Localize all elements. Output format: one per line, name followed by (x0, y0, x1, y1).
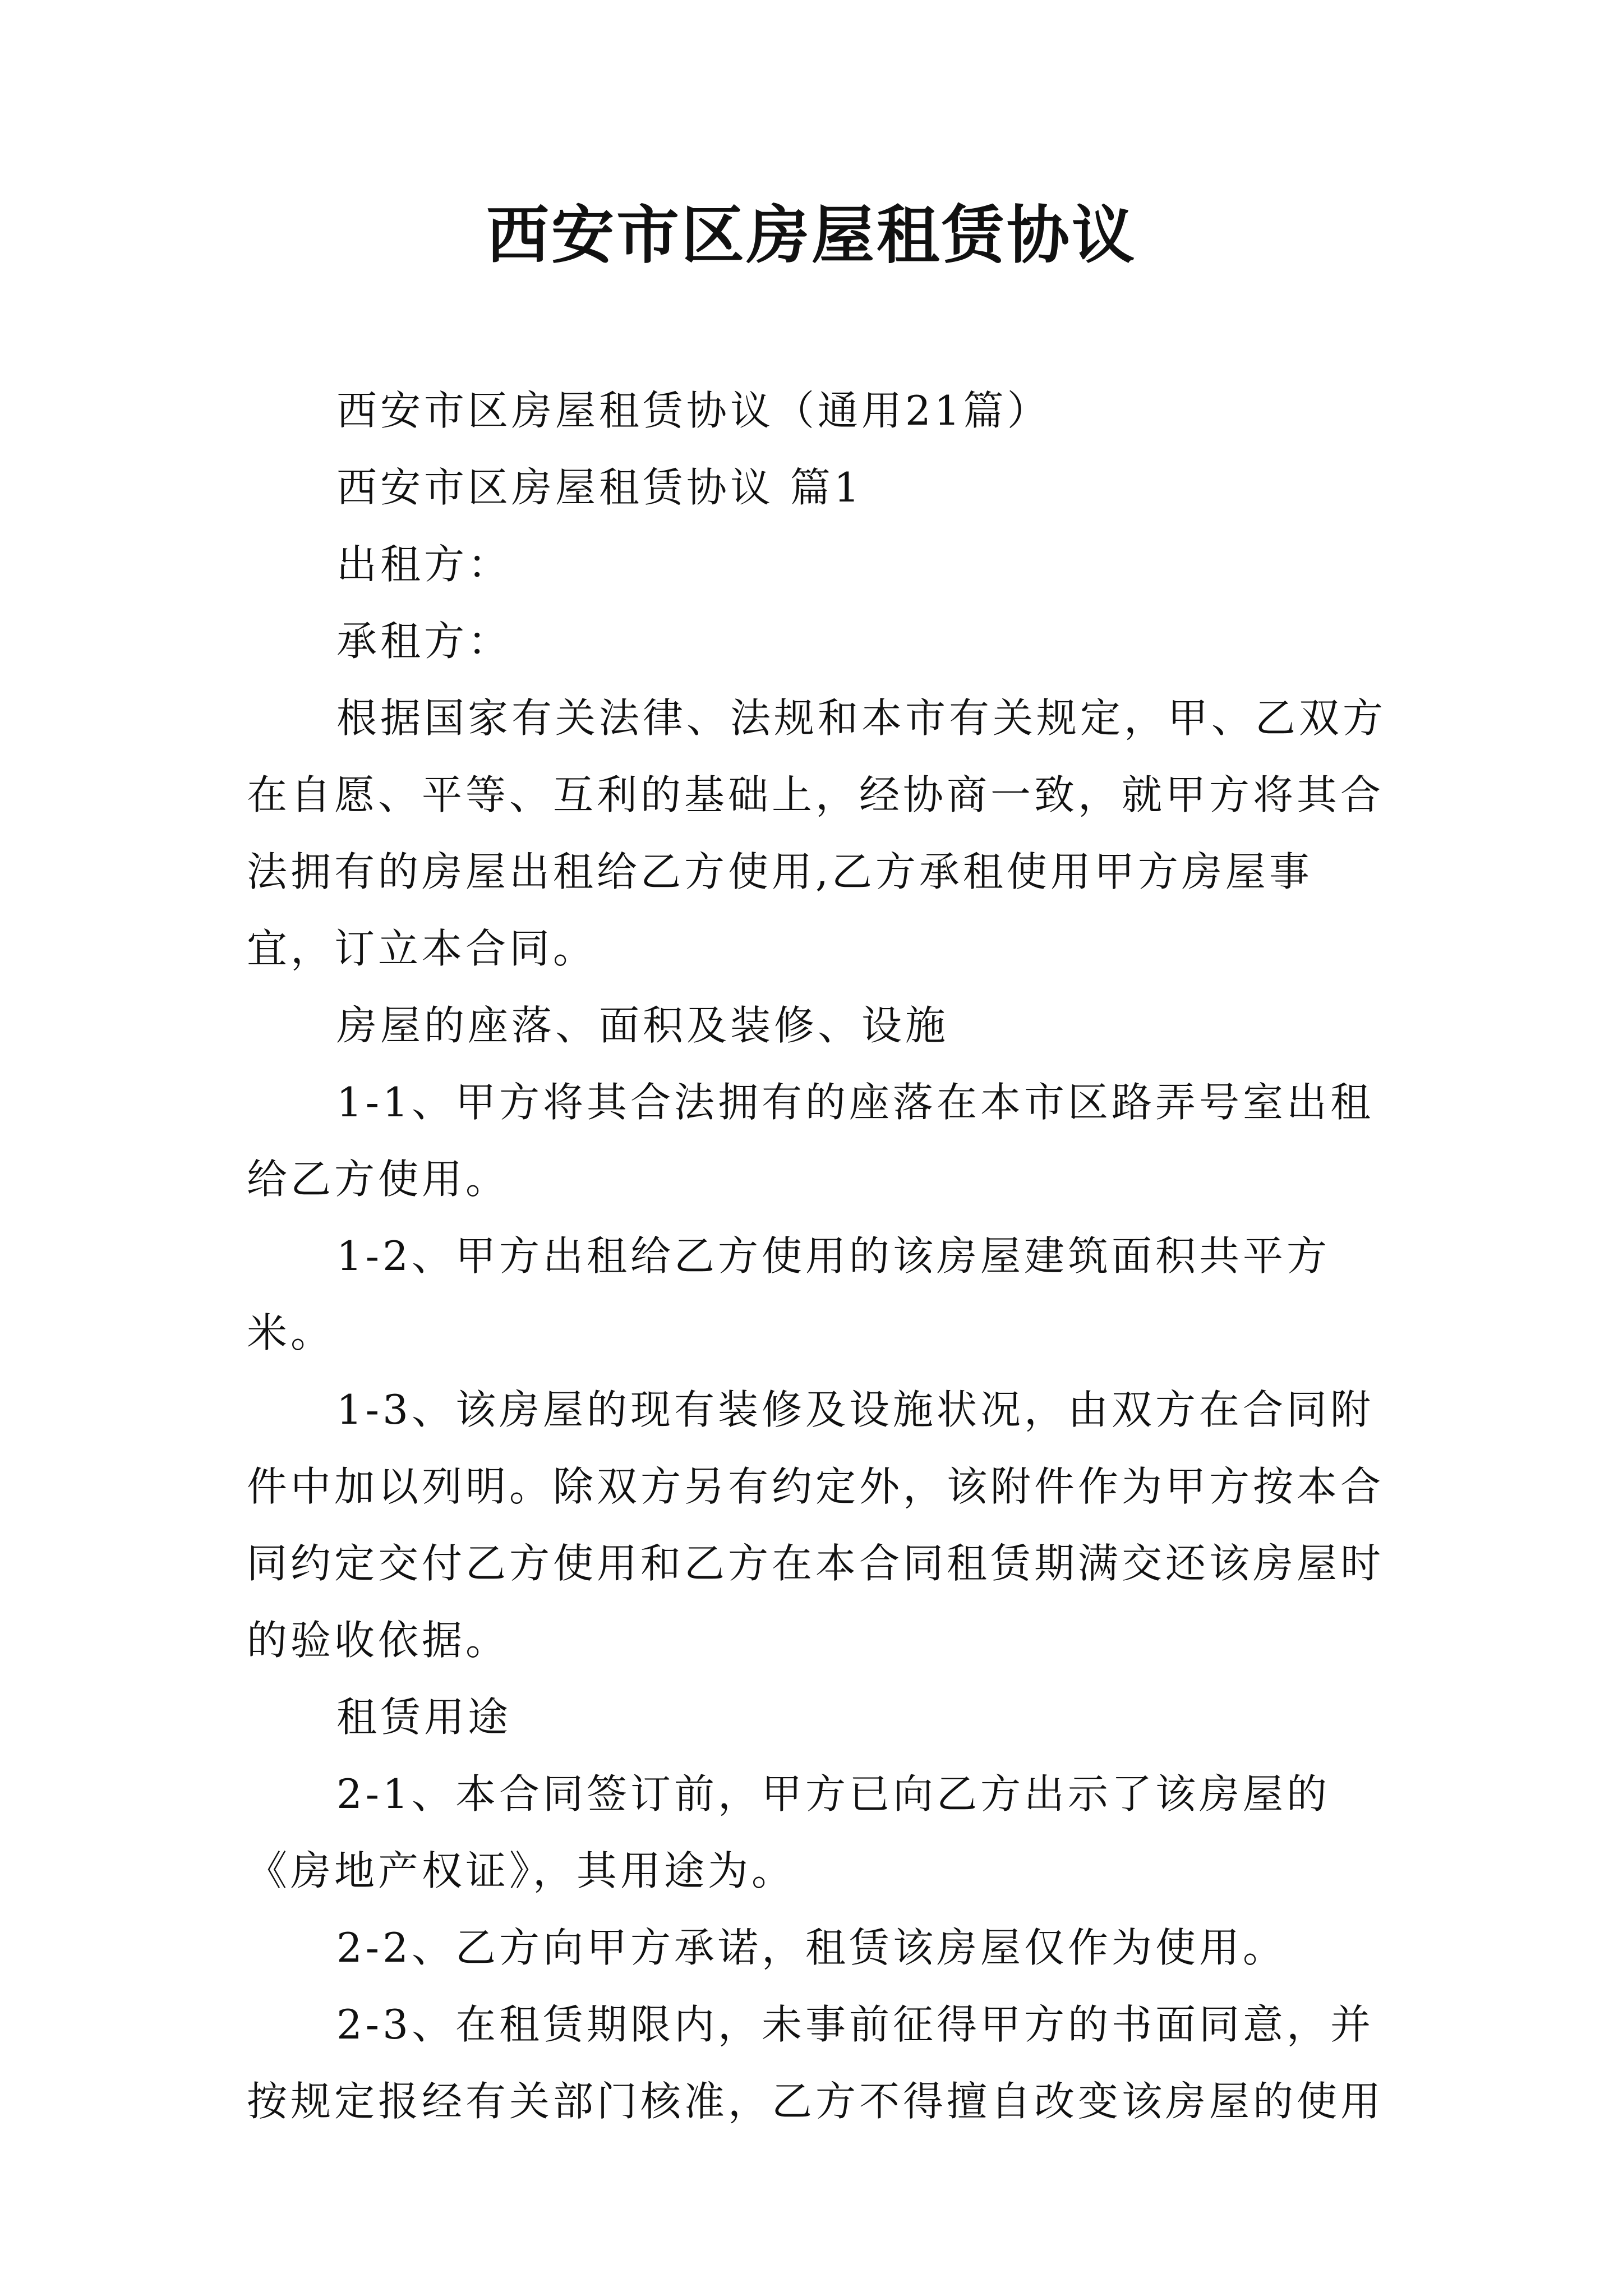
document-title: 西安市区房屋租赁协议 (486, 199, 1137, 272)
paragraph-lessor: 出租方： (336, 541, 512, 588)
paragraph-section-heading: 西安市区房屋租赁协议 篇1 (336, 464, 863, 511)
paragraph-clause-1-3: 1-3、该房屋的现有装修及设施状况，由双方在合同附件中加以列明。除双方另有约定外，该附件作为甲方按本合同约定交付乙方使用和乙方在本合同租赁期满交还该房屋时的验收依据。 (247, 1386, 1385, 1664)
document-body (247, 372, 1391, 2140)
paragraph-clause-2-2: 2-2、乙方向甲方承诺，租赁该房屋仅作为使用。 (336, 1924, 1287, 1971)
paragraph-clause-1-1: 1-1、甲方将其合法拥有的座落在本市区路弄号室出租给乙方使用。 (247, 1079, 1374, 1203)
paragraph-lessee: 承租方： (336, 618, 512, 665)
paragraph-subtitle: 西安市区房屋租赁协议（通用21篇） (336, 387, 1051, 434)
paragraph-heading-location: 房屋的座落、面积及装修、设施 (336, 1002, 949, 1049)
paragraph-clause-1-2: 1-2、甲方出租给乙方使用的该房屋建筑面积共平方米。 (247, 1232, 1330, 1356)
paragraph-clause-2-1: 2-1、本合同签订前，甲方已向乙方出示了该房屋的《房地产权证》，其用途为。 (247, 1770, 1330, 1894)
paragraph-clause-2-3: 2-3、在租赁期限内，未事前征得甲方的书面同意，并按规定报经有关部门核准，乙方不得擅自改变该房屋的使用 (247, 2001, 1385, 2125)
paragraph-heading-purpose: 租赁用途 (336, 1694, 512, 1741)
paragraph-preamble: 根据国家有关法律、法规和本市有关规定，甲、乙双方在自愿、平等、互利的基础上，经协商一致，就甲方将其合法拥有的房屋出租给乙方使用,乙方承租使用甲方房屋事宜，订立本合同。 (247, 694, 1387, 972)
